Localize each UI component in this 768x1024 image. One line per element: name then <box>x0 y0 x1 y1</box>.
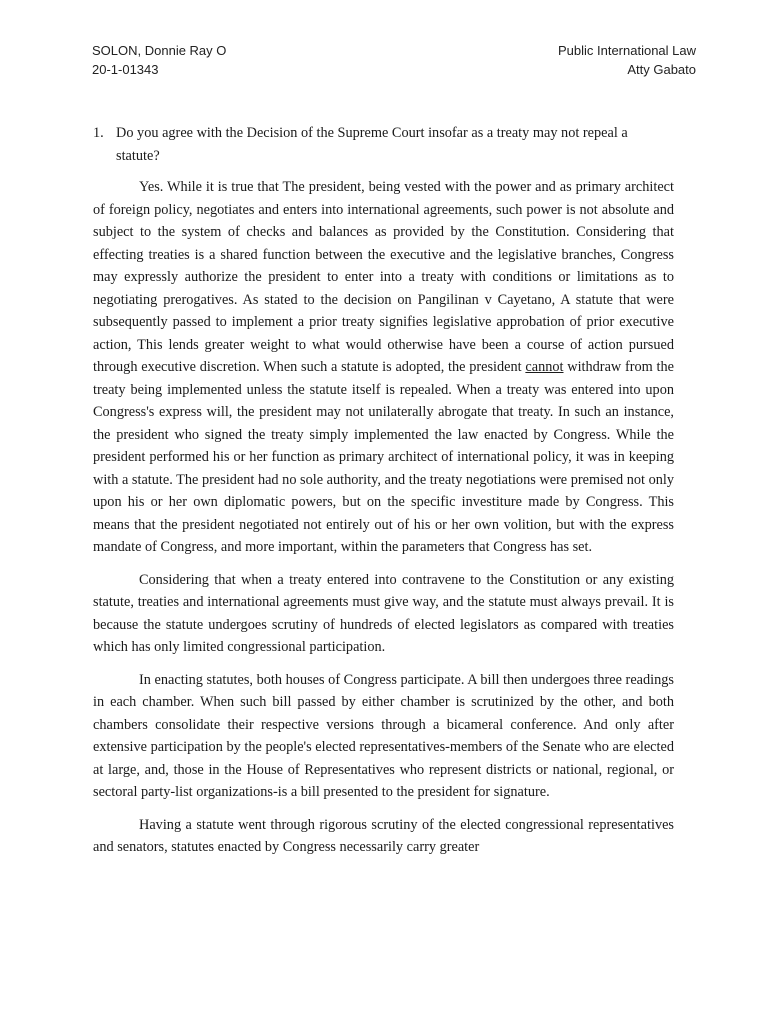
instructor-name: Atty Gabato <box>627 62 696 77</box>
student-name: SOLON, Donnie Ray O <box>92 43 227 58</box>
student-id: 20-1-01343 <box>92 62 159 77</box>
course-name: Public International Law <box>557 43 696 58</box>
course-info <box>558 41 696 79</box>
student-info <box>92 41 226 79</box>
answer-paragraph-4: Having a statute went through rigorous scrutiny of the elected congressional representatives and senators, statutes enacted by Congress necessarily carry greater <box>93 816 674 855</box>
answer-paragraph-2: Considering that when a treaty entered into contravene to the Constitution or any existing statute, treaties and international agreements must give way, and the statute must always prevail. It is because the statute undergoes scrutiny of hundreds of elected legislators as compared with treaties which has only limited congressional participation. <box>93 571 674 655</box>
question-number: 1. <box>93 125 104 141</box>
answer-paragraph-1-part-a: Yes. While it is true that The president, being vested with the power and as primary architect of foreign policy, negotiates and enters into international agreements, such power is not absolute and subject to the system of checks and balances as provided by the Constitution. Considering that effecting treaties is a shared function between the executive and the legislative branches, Congress may expressly authorize the president to enter into a treaty with conditions or limitations as to negotiating prerogatives. As stated to the decision on Pangilinan v Cayetano, A statute that were subsequently passed to implement a prior treaty signifies legislative approbation of prior executive action, This lends greater weight to what would otherwise have been a course of action pursued through executive discretion. When such a statute is adopted, the president <box>93 179 674 375</box>
answer-paragraph-1-part-b: withdraw from the treaty being implemented unless the statute itself is repealed. When a treaty was entered into upon Congress's express will, the president may not unilaterally abrogate that treaty. In such an instance, the president who signed the treaty simply implemented the law enacted by Congress. While the president performed his or her function as primary architect of international policy, it was in keeping with a statute. The president had no sole authority, and the treaty negotiations were premised not only upon his or her own diplomatic powers, but on the specific investiture made by Congress. This means that the president negotiated not entirely out of his or her own volition, but with the express mandate of Congress, and more important, within the parameters that Congress has set. <box>93 359 674 555</box>
emphasis-cannot: cannot <box>525 359 564 375</box>
answer-paragraph-3: In enacting statutes, both houses of Congress participate. A bill then undergoes three readings in each chamber. When such bill passed by either chamber is scrutinized by the other, and both chambers consolidate their respective versions through a bicameral conference. And only after extensive participation by the people's elected representatives-members of the Senate who are elected at large, and, those in the House of Representatives who represent districts or national, regional, or sectoral party-list organizations-is a bill presented to the president for signature. <box>93 671 674 800</box>
document-body <box>93 122 674 869</box>
question-item <box>93 122 674 167</box>
answer-paragraph-1 <box>93 176 674 559</box>
question-text: Do you agree with the Decision of the Supreme Court insofar as a treaty may not repeal a statute? <box>116 125 628 164</box>
